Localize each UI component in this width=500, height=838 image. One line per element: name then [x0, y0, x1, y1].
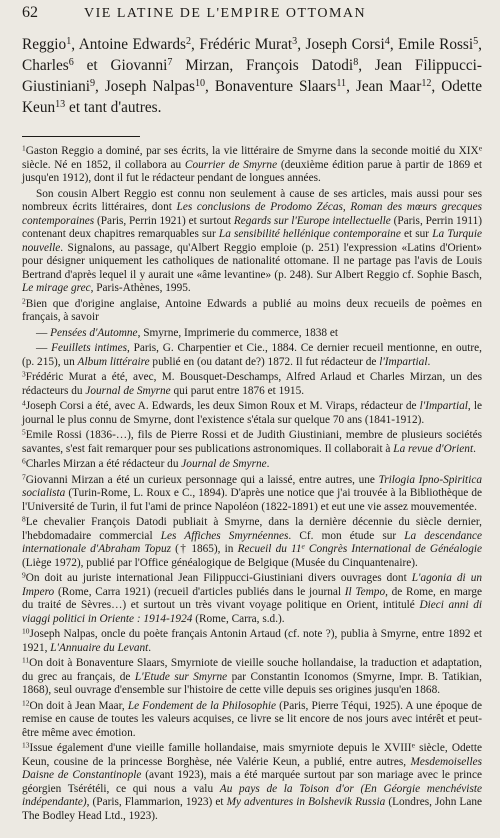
text-run: († 1865), in [171, 543, 238, 555]
italic-title: Pensées d'Automne [50, 326, 138, 339]
text-run: , Paris, G. Charpentier et Cie., 1884. Ce dernier recueil mentionne, en outre, (p. 215), un [22, 342, 482, 368]
text-run: , Antoine Edwards [71, 36, 186, 53]
italic-title: My adventures in Bolshevik Russia [226, 796, 386, 808]
superscript: 5 [473, 35, 479, 47]
footnote [22, 188, 482, 296]
italic-title: l'Impartial [379, 355, 428, 368]
text-run: , Jean Maar [346, 78, 422, 95]
footnote [22, 697, 482, 741]
text-run: publié en (ou datant de?) 1872. Il fut rédacteur de [149, 355, 380, 368]
italic-title: La revue d'Orient [393, 442, 474, 455]
footnote [22, 327, 482, 341]
text-run: , le journal le plus connu de Smyrne, dont l'existence s'étala sur quelque 70 ans (1841-1912). [22, 400, 482, 426]
text-run: . Cf. mon étude sur [288, 529, 405, 542]
footnote-number: 13 [22, 740, 30, 750]
italic-title: L'Etude sur Smyrne [134, 670, 228, 683]
page-number: 62 [22, 4, 38, 21]
main-paragraph [22, 34, 482, 118]
text-run: Joseph Corsi a été, avec A. Edwards, les deux Simon Roux et M. Viraps, rédacteur de [25, 400, 420, 412]
text-run: . [266, 458, 270, 470]
text-run: . [427, 355, 431, 368]
footnote-number: 7 [22, 471, 26, 481]
superscript: e [478, 143, 482, 153]
italic-title: Le Fondement de la Philosophie [127, 699, 276, 712]
text-run: , de Rome, en marge du traité de Sèvres…) et surtout un très vivant voyage politique en Orient, intitulé [22, 585, 482, 611]
superscript: e [301, 541, 305, 551]
text-run: , Joseph Nalpas [95, 78, 195, 95]
text-run: par Constantin Iconomos (Smyrne, Impr. B. Tatikian, 1868), seul ouvrage d'ensemble sur l'histoire de cette ville depuis ses origines jusqu'en 1868. [22, 670, 482, 696]
text-run: — [36, 326, 51, 339]
italic-title: La descendance internationale d'Abraham Topuz [22, 529, 482, 555]
superscript: 3 [292, 35, 298, 47]
text-run: . [148, 641, 152, 654]
footnote [22, 572, 482, 626]
text-run: , Joseph Corsi [297, 36, 385, 53]
footnote-number: 6 [22, 456, 26, 466]
italic-title: L'agonia di un Impero [22, 572, 482, 598]
footnote [22, 342, 482, 369]
superscript: 12 [421, 77, 432, 89]
italic-title: La Turquie nouvelle [22, 228, 482, 254]
footnote [22, 657, 482, 698]
text-run: et Giovanni [73, 57, 168, 74]
footnote-number: 8 [22, 514, 26, 524]
text-run: . [473, 442, 476, 455]
text-run: (avant 1923), mais a été marquée surtout par son mariage avec le prince géorgien Tsérétéli, ce qui nous a valu [22, 769, 482, 795]
text-run: , Odette Keun [22, 78, 482, 116]
text-run: Giovanni Mirzan a été un curieux personnage qui a laissé, entre autres, une [25, 473, 379, 486]
text-run: Issue également d'une vieille famille hollandaise, mais smyrniote depuis le XVIII [29, 742, 412, 754]
italic-title: Dieci anni di viaggi politici in Oriente : 1914-1924 [22, 599, 482, 625]
text-run: On doit au juriste international Jean Filippucci-Giustiniani divers ouvrages dont [25, 572, 412, 584]
superscript: 7 [167, 56, 173, 68]
italic-title: Le mirage grec [22, 282, 91, 294]
text-run: , Frédéric Murat [191, 36, 293, 53]
footnote [22, 371, 482, 398]
text-run: , Jean Filippucci-Giustiniani [22, 57, 482, 95]
italic-title: Il Tempo [344, 585, 386, 598]
italic-title: Recueil du 11 [237, 543, 302, 555]
text-run: (Paris, Perrin 1921) et surtout [94, 214, 234, 227]
footnote-number: 4 [22, 398, 26, 408]
text-run: Gaston Reggio a dominé, par ses écrits, la vie littéraire de Smyrne dans la seconde moitié du XIX [25, 145, 479, 157]
superscript: 2 [185, 35, 192, 47]
text-run: Son cousin Albert Reggio est connu non seulement à cause de ses articles, mais aussi pour ses nombreux écrits littéraires, dont [22, 187, 482, 213]
text-run: (Paris, Pierre Téqui, 1925). A une époque de remise en cause de toutes les valeurs acquises, ce livre se lit encore de nos jours avec intérêt et peut-être même avec émotion. [22, 699, 482, 739]
footnote [22, 145, 482, 186]
italic-title: Trilogia Ipno-Spiritica socialista [22, 473, 482, 499]
text-run: (Paris, Perrin 1911) contenant deux chapitres remarquables sur [22, 214, 482, 240]
italic-title: Journal de Smyrne [181, 458, 267, 470]
italic-title: Congrès International de Généalogie [304, 543, 482, 555]
text-run: (Rome, Carra 1921) (recueil d'articles publiés dans le journal [54, 585, 345, 598]
superscript: 6 [68, 56, 74, 68]
text-run: Charles Mirzan a été rédacteur du [25, 458, 182, 470]
text-run: On doit à Jean Maar, [29, 699, 128, 712]
text-run: Mirzan, François Datodi [172, 57, 354, 74]
italic-title: Au pays de la Toison d'or (En Géorgie menchéviste indépendante) [22, 782, 482, 808]
footnote [22, 400, 482, 427]
text-run: siècle. Né en 1852, il collabora au [22, 158, 185, 171]
footnote [22, 516, 482, 570]
superscript: 9 [90, 77, 96, 89]
footnote-number: 12 [22, 697, 30, 707]
italic-title: Journal de Smyrne [85, 384, 171, 397]
text-run: , Smyrne, Imprimerie du commerce, 1838 et [137, 326, 339, 339]
text-run: Joseph Nalpas, oncle du poète français Antonin Artaud (cf. note ?), publia à Smyrne, entre 1892 et 1921, [22, 628, 482, 654]
text-run: , Emile Rossi [389, 36, 474, 53]
footnote-number: 9 [22, 570, 26, 580]
text-run: Bien que d'origine anglaise, Antoine Edwards a publié au moins deux recueils de poèmes en français, à savoir [22, 297, 482, 323]
text-run: (Rome, Carra, s.d.). [192, 612, 285, 625]
text-run: (Liège 1972), publié par l'Office généalogique de Belgique (Musée du Cinquantenaire). [22, 556, 418, 569]
superscript: 4 [384, 35, 390, 47]
italic-title: La sensibilité hellénique contemporaine [218, 228, 401, 240]
superscript: 10 [194, 77, 206, 89]
text-run: Reggio [22, 36, 67, 53]
footnote-divider [22, 136, 140, 137]
text-run: siècle, Odette Keun, cousine de la princesse Borghèse, née Valérie Keun, a publié, entre autres, [22, 742, 482, 768]
text-run: Frédéric Murat a été, avec, M. Bousquet-Deschamps, Alfred Arlaud et Charles Mirzan, un des rédacteurs du [22, 371, 482, 397]
footnote [22, 295, 482, 325]
text-run: , Charles [22, 36, 482, 74]
footnote-number: 5 [22, 427, 26, 437]
text-run: , Paris-Athènes, 1995. [90, 282, 191, 294]
text-run: — [36, 342, 52, 354]
italic-title: Courrier de Smyrne [184, 158, 278, 171]
superscript: 1 [66, 35, 72, 47]
footnote-number: 10 [22, 626, 30, 636]
footnote [22, 429, 482, 456]
footnote [22, 742, 482, 823]
italic-title: L'Annuaire du Levant [50, 641, 149, 654]
footnote-number: 1 [22, 143, 26, 153]
italic-title: Album littéraire [77, 355, 150, 368]
footnotes [22, 145, 482, 823]
superscript: e [411, 740, 415, 750]
text-run: , (Paris, Flammarion, 1923) et [86, 796, 227, 808]
text-run: On doit à Bonaventure Slaars, Smyrniote de vieille souche hollandaise, la traduction et adaptation, du grec au français, de [22, 657, 482, 683]
text-run: . Signalons, au passage, qu'Albert Reggio emploie (p. 251) l'expression «Latins d'Orient» pour désigner uniquement les catholiques de nationalité ottomane. Il ne partage pas l'avis de Louis Bertrand d'après lequel il y aurait une «âme levantine» (p. 248). Sur Albert Reggio cf. Sophie Basch, [22, 241, 482, 281]
superscript: 13 [55, 98, 66, 110]
italic-title: Mesdemoiselles Daisne de Constantinople [22, 755, 482, 781]
text-run: (deuxième édition parue à partir de 1869 et jusqu'en 1912), dont il fut le rédacteur pendant de longues années. [22, 158, 482, 184]
text-run: (Londres, John Lane The Bodley Head Ltd., 1923). [22, 796, 483, 822]
italic-title: Les conclusions de Prodomo Zécas, Roman des mœurs grecques contemporaines [22, 201, 482, 227]
page-header [22, 4, 482, 28]
footnote-number: 3 [22, 369, 26, 379]
text-run: Le chevalier François Datodi publiait à Smyrne, dans la dernière décennie du siècle dernier, l'hebdomadaire commercial [22, 516, 482, 542]
italic-title: Regards sur l'Europe intellectuelle [233, 214, 391, 227]
footnote-number: 2 [22, 295, 26, 305]
text-run: Emile Rossi (1836-…), fils de Pierre Rossi et de Judith Giustiniani, membre de plusieurs sociétés savantes, s'est fait remarquer pour ses publications astronomiques. Il collaborait à [22, 429, 482, 455]
running-head: VIE LATINE DE L'EMPIRE OTTOMAN [84, 6, 367, 21]
italic-title: l'Impartial [419, 400, 468, 412]
text-run: qui parut entre 1876 et 1915. [170, 384, 305, 397]
footnote-number: 11 [22, 655, 30, 665]
italic-title: Les Affiches Smyrnéennes [160, 529, 289, 542]
italic-title: Feuillets intimes [51, 342, 127, 354]
footnote [22, 628, 482, 655]
text-run: et tant d'autres. [65, 99, 162, 116]
text-run: , Bonaventure Slaars [205, 78, 337, 95]
superscript: 8 [353, 56, 359, 68]
footnote [22, 471, 482, 515]
superscript: 11 [336, 77, 347, 89]
footnote [22, 458, 482, 472]
text-run: et sur [400, 228, 433, 240]
text-run: (Turin-Rome, L. Roux e C., 1894). D'après une notice que j'ai trouvée à la Bibliothèque de l'Université de Turin, il fut l'ami de prince Napoléon (1822-1891) et eut une vie assez mouvementée. [22, 487, 482, 513]
